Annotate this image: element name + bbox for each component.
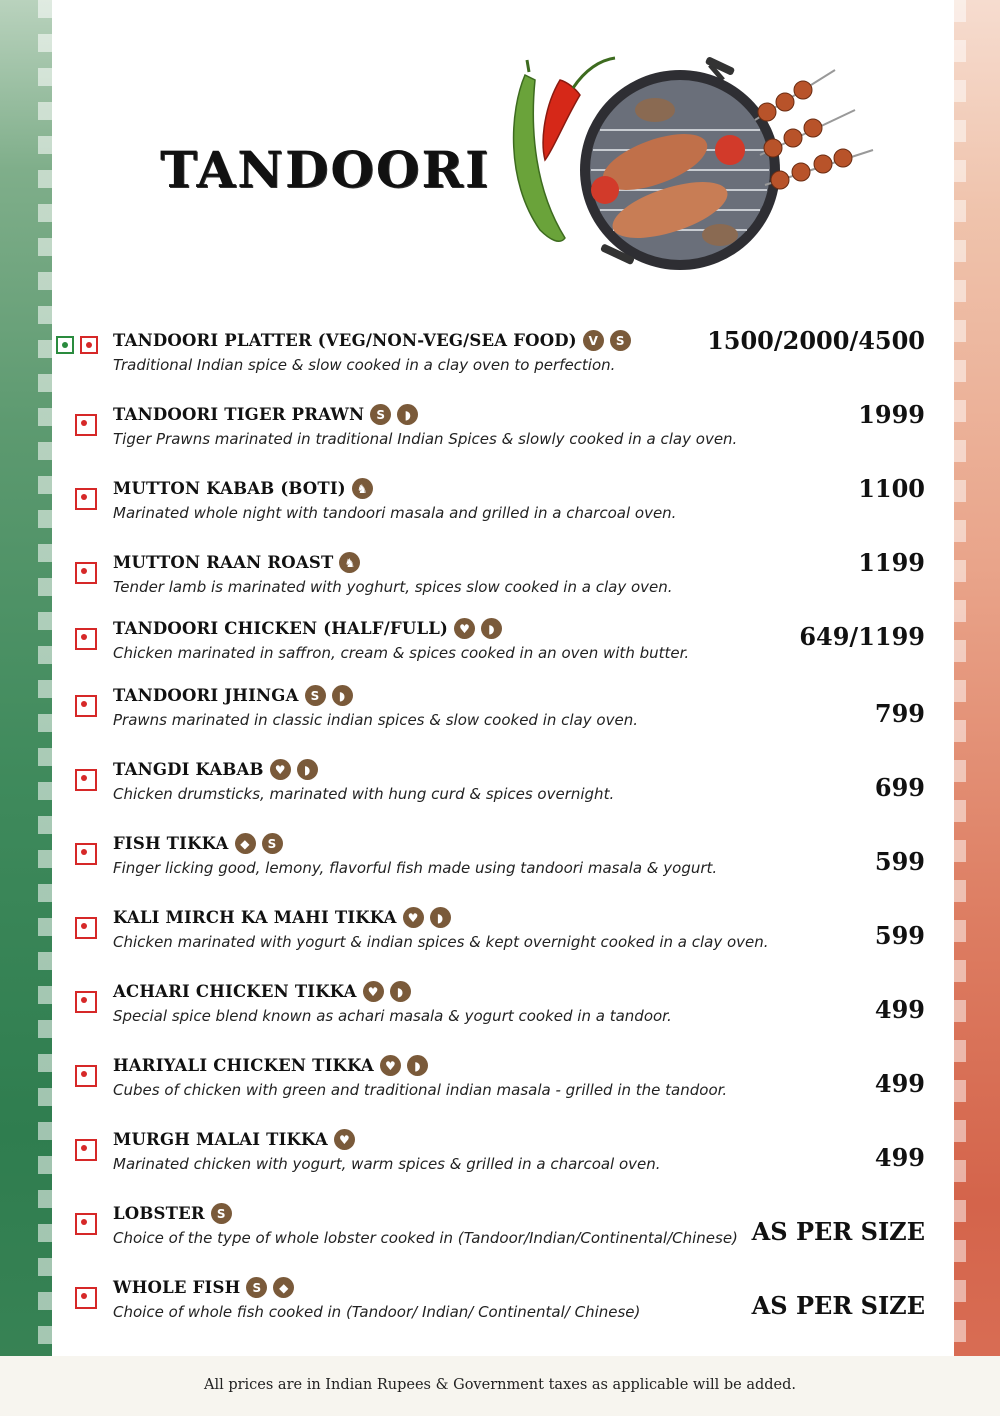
- item-name: [113, 618, 502, 639]
- nonveg-indicator-icon: [75, 628, 97, 650]
- nonveg-indicator-icon: [75, 1065, 97, 1087]
- item-name: [113, 1129, 355, 1150]
- item-price: AS PER SIZE: [751, 1217, 925, 1246]
- item-name: [113, 552, 360, 573]
- item-name-text: FISH TIKKA: [113, 834, 229, 853]
- item-name: [113, 478, 373, 499]
- item-description: Tiger Prawns marinated in traditional Indian Spices & slowly cooked in a clay oven.: [113, 430, 738, 448]
- nonveg-indicator-icon: [75, 695, 97, 717]
- menu-item: [60, 833, 925, 883]
- chicken-icon: ♥: [270, 759, 291, 780]
- green-border-decoration: [0, 0, 52, 1416]
- item-name: [113, 981, 411, 1002]
- veg-tag-icon: V: [583, 330, 604, 351]
- nonveg-indicator-icon: [80, 336, 98, 354]
- seafood-icon: S: [610, 330, 631, 351]
- menu-item: [60, 1203, 925, 1253]
- item-name-text: MUTTON RAAN ROAST: [113, 553, 334, 572]
- chicken-icon: ♥: [454, 618, 475, 639]
- item-description: Prawns marinated in classic indian spices & slow cooked in clay oven.: [113, 711, 638, 729]
- item-name-text: HARIYALI CHICKEN TIKKA: [113, 1056, 374, 1075]
- item-name-text: TANDOORI PLATTER (VEG/NON-VEG/SEA FOOD): [113, 331, 577, 350]
- menu-item: [60, 685, 925, 735]
- item-name: [113, 1055, 428, 1076]
- nonveg-indicator-icon: [75, 1139, 97, 1161]
- item-description: Choice of whole fish cooked in (Tandoor/ Indian/ Continental/ Chinese): [113, 1303, 641, 1321]
- item-description: Chicken marinated with yogurt & indian spices & kept overnight cooked in a clay oven.: [113, 933, 769, 951]
- item-price: 1500/2000/4500: [707, 326, 925, 355]
- red-border-decoration: [954, 0, 1000, 1416]
- seafood-icon: S: [305, 685, 326, 706]
- item-name: [113, 907, 451, 928]
- item-price: AS PER SIZE: [751, 1291, 925, 1320]
- item-name-text: KALI MIRCH KA MAHI TIKKA: [113, 908, 397, 927]
- item-description: Cubes of chicken with green and traditional indian masala - grilled in the tandoor.: [113, 1081, 728, 1099]
- item-price: 699: [874, 773, 925, 802]
- menu-item: [60, 981, 925, 1031]
- item-name-text: MUTTON KABAB (BOTI): [113, 479, 346, 498]
- item-price: 649/1199: [799, 622, 925, 651]
- grill-illustration: [505, 50, 880, 280]
- nonveg-indicator-icon: [75, 1287, 97, 1309]
- footer-note: All prices are in Indian Rupees & Government taxes as applicable will be added.: [203, 1377, 797, 1393]
- item-name-text: LOBSTER: [113, 1204, 205, 1223]
- item-price: 599: [874, 847, 925, 876]
- item-price: 499: [874, 1069, 925, 1098]
- spicy-icon: ◗: [481, 618, 502, 639]
- item-price: 799: [874, 699, 925, 728]
- nonveg-indicator-icon: [75, 991, 97, 1013]
- nonveg-indicator-icon: [75, 488, 97, 510]
- item-description: Chicken drumsticks, marinated with hung curd & spices overnight.: [113, 785, 615, 803]
- nonveg-indicator-icon: [75, 843, 97, 865]
- item-name: [113, 1203, 232, 1224]
- fish-icon: ◆: [235, 833, 256, 854]
- fish-icon: ◆: [273, 1277, 294, 1298]
- goat-icon: ♞: [339, 552, 360, 573]
- goat-icon: ♞: [352, 478, 373, 499]
- spicy-icon: ◗: [397, 404, 418, 425]
- nonveg-indicator-icon: [75, 1213, 97, 1235]
- item-name-text: TANGDI KABAB: [113, 760, 264, 779]
- item-name-text: WHOLE FISH: [113, 1278, 241, 1297]
- nonveg-indicator-icon: [75, 414, 97, 436]
- item-name-text: MURGH MALAI TIKKA: [113, 1130, 328, 1149]
- item-name-text: ACHARI CHICKEN TIKKA: [113, 982, 357, 1001]
- nonveg-indicator-icon: [75, 917, 97, 939]
- menu-item: [60, 618, 925, 668]
- item-description: Tender lamb is marinated with yoghurt, spices slow cooked in a clay oven.: [113, 578, 673, 596]
- item-name: [113, 833, 283, 854]
- veg-indicator-icon: [56, 336, 74, 354]
- item-price: 499: [874, 995, 925, 1024]
- seafood-icon: S: [211, 1203, 232, 1224]
- menu-item: [60, 1055, 925, 1105]
- chicken-icon: ♥: [403, 907, 424, 928]
- item-description: Marinated chicken with yogurt, warm spices & grilled in a charcoal oven.: [113, 1155, 661, 1173]
- spicy-icon: ◗: [407, 1055, 428, 1076]
- item-price: 1199: [858, 548, 925, 577]
- item-name: [113, 404, 418, 425]
- spicy-icon: ◗: [390, 981, 411, 1002]
- item-description: Chicken marinated in saffron, cream & spices cooked in an oven with butter.: [113, 644, 690, 662]
- item-name-text: TANDOORI JHINGA: [113, 686, 299, 705]
- chicken-icon: ♥: [334, 1129, 355, 1150]
- seafood-icon: S: [370, 404, 391, 425]
- item-name: [113, 1277, 294, 1298]
- item-name: [113, 685, 353, 706]
- seafood-icon: S: [262, 833, 283, 854]
- menu-item: [60, 326, 925, 380]
- item-name-text: TANDOORI CHICKEN (HALF/FULL): [113, 619, 449, 638]
- item-price: 1999: [858, 400, 925, 429]
- item-price: 599: [874, 921, 925, 950]
- menu-item: [60, 1277, 925, 1327]
- menu-item: [60, 474, 925, 528]
- item-description: Choice of the type of whole lobster cooked in (Tandoor/Indian/Continental/Chinese): [113, 1229, 738, 1247]
- menu-item: [60, 907, 925, 957]
- spicy-icon: ◗: [430, 907, 451, 928]
- page-title: TANDOORI: [160, 140, 491, 199]
- chicken-icon: ♥: [380, 1055, 401, 1076]
- item-description: Finger licking good, lemony, flavorful fish made using tandoori masala & yogurt.: [113, 859, 718, 877]
- spicy-icon: ◗: [332, 685, 353, 706]
- item-price: 499: [874, 1143, 925, 1172]
- item-name-text: TANDOORI TIGER PRAWN: [113, 405, 365, 424]
- item-description: Special spice blend known as achari masala & yogurt cooked in a tandoor.: [113, 1007, 672, 1025]
- nonveg-indicator-icon: [75, 769, 97, 791]
- seafood-icon: S: [246, 1277, 267, 1298]
- item-description: Marinated whole night with tandoori masala and grilled in a charcoal oven.: [113, 504, 677, 522]
- menu-item: [60, 548, 925, 602]
- item-price: 1100: [858, 474, 925, 503]
- menu-item: [60, 400, 925, 454]
- menu-item: [60, 759, 925, 809]
- nonveg-indicator-icon: [75, 562, 97, 584]
- chicken-icon: ♥: [363, 981, 384, 1002]
- item-name: [113, 330, 631, 351]
- spicy-icon: ◗: [297, 759, 318, 780]
- menu-item: [60, 1129, 925, 1179]
- item-description: Traditional Indian spice & slow cooked in a clay oven to perfection.: [113, 356, 616, 374]
- item-name: [113, 759, 318, 780]
